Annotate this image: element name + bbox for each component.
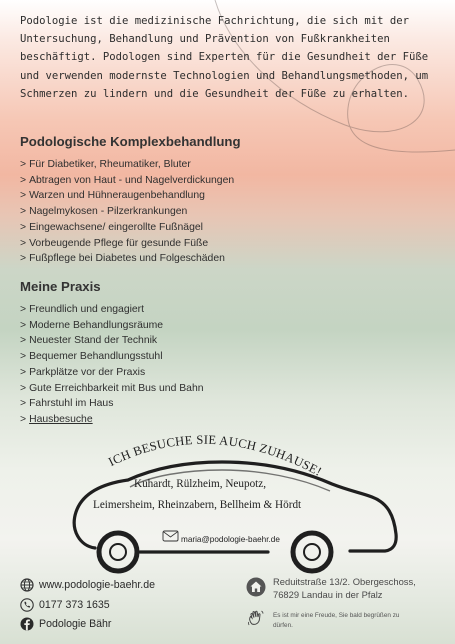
greeting-note-line-1: Es ist mir eine Freude, Sie bald begrüßen zu [273, 612, 400, 619]
website-link[interactable]: www.podologie-baehr.de [39, 579, 156, 591]
list-item: > Parkplätze vor der Praxis [20, 366, 146, 378]
list-item: > Fahrstuhl im Haus [20, 398, 114, 410]
address [273, 576, 416, 601]
list-item: > Warzen und Hühneraugenbehandlung [20, 190, 205, 202]
address-line-2: 76829 Landau in der Pfalz [273, 588, 383, 600]
list-item: > Bequemer Behandlungsstuhl [20, 351, 163, 363]
intro-paragraph: Podologie ist die medizinische Fachrichtung, die sich mit der Untersuchung, Behandlung und Prävention von Fußkrankheiten beschäftigt. Podologen sind Experten für die Gesundheit der Füße und verwenden modernste Technologien und Behandlungsmethoden, um Schmerzen zu lindern und die Gesundheit der Füße zu erhalten. [20, 15, 429, 100]
list-item: > Für Diabetiker, Rheumatiker, Bluter [20, 159, 191, 170]
list-item: > Moderne Behandlungsräume [20, 319, 164, 331]
phone-icon [20, 598, 34, 612]
list-item: > Fußpflege bei Diabetes und Folgeschäden [20, 253, 225, 265]
car-text-line-2: Leimersheim, Rheinzabern, Bellheim & Hördt [93, 499, 302, 511]
car-text-line-1: Kuhardt, Rülzheim, Neupotz, [134, 478, 267, 490]
greeting-note-line-2: dürfen. [273, 621, 293, 629]
car-arc-title [106, 433, 324, 479]
globe-icon [20, 578, 34, 592]
address-line-1: Reduitstraße 13/2. Obergeschoss, [273, 576, 416, 587]
waving-hand-icon [246, 608, 266, 628]
list-item: > Vorbeugende Pflege für gesunde Füße [20, 237, 209, 249]
list-item: > Abtragen von Haut - und Nagelverdickungen [20, 174, 235, 186]
list-item: > Gute Erreichbarkeit mit Bus und Bahn [20, 382, 204, 394]
facebook-link[interactable]: Podologie Bähr [39, 618, 112, 630]
facebook-icon [20, 617, 34, 631]
list-item-hausbesuche[interactable]: > Hausbesuche [20, 413, 93, 425]
section-heading-komplexbehandlung: Podologische Komplexbehandlung [20, 134, 241, 149]
list-item: > Neuester Stand der Technik [20, 335, 158, 347]
list-item: > Freundlich und engagiert [20, 304, 145, 315]
car-wheel-rear [99, 533, 137, 571]
list-item: > Nagelmykosen - Pilzerkrankungen [20, 206, 188, 218]
car-arc-title-path: ICH BESUCHE SIE AUCH ZUHAUSE! [106, 432, 325, 479]
greeting-note [273, 611, 399, 630]
car-wheel-front [293, 533, 331, 571]
home-icon [246, 577, 266, 597]
email-text[interactable]: maria@podologie-baehr.de [181, 535, 280, 544]
section-heading-praxis: Meine Praxis [20, 279, 101, 294]
phone-number[interactable]: 0177 373 1635 [39, 599, 110, 611]
list-item: > Eingewachsene/ eingerollte Fußnägel [20, 221, 203, 233]
mail-icon [163, 531, 178, 541]
